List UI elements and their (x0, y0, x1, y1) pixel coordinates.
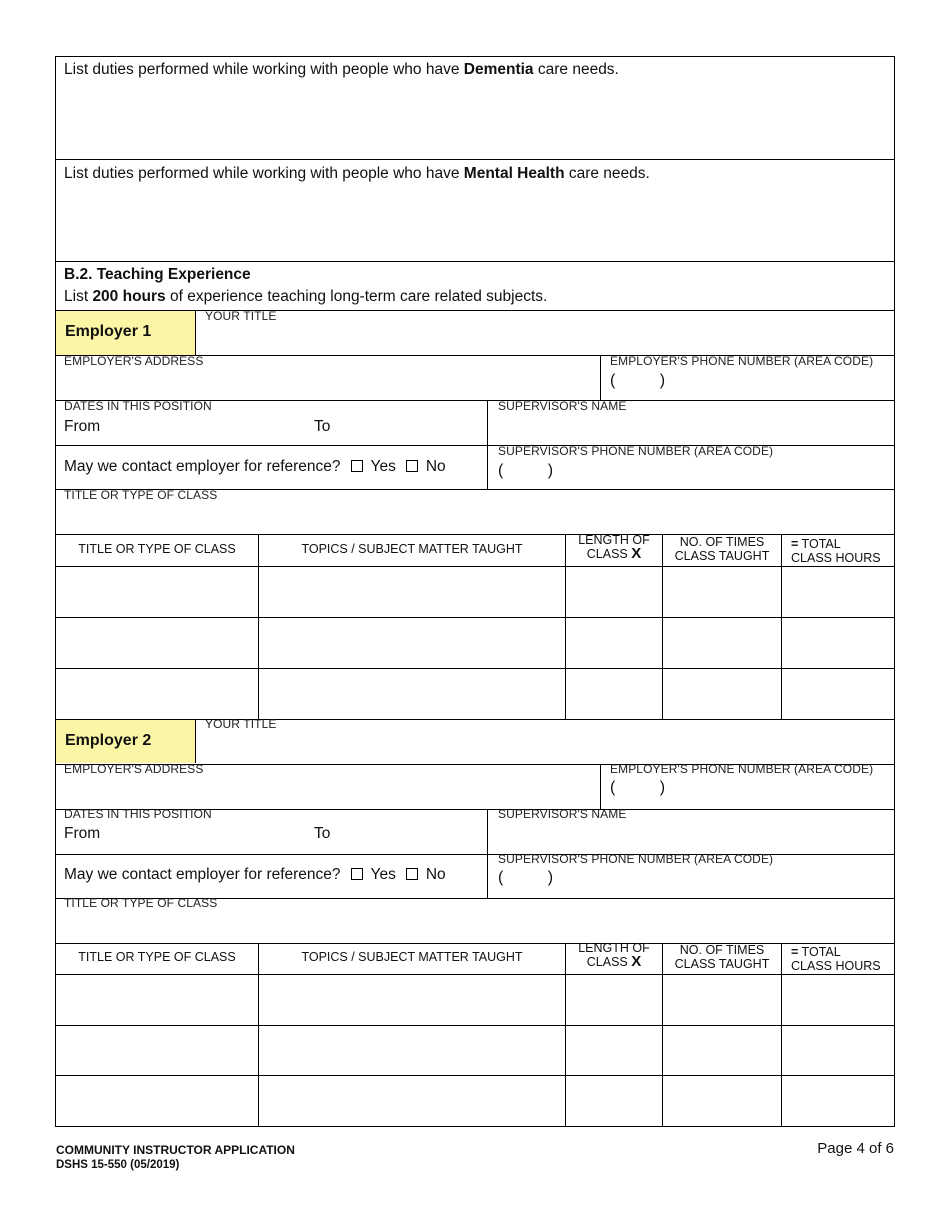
dates-label: DATES IN THIS POSITION (64, 807, 212, 821)
section-heading: B.2. Teaching Experience (64, 266, 251, 283)
multiply-x: X (631, 953, 642, 970)
table-row[interactable] (56, 975, 894, 1025)
title-or-type-field[interactable] (56, 502, 894, 533)
form-title: COMMUNITY INSTRUCTOR APPLICATION (56, 1143, 295, 1157)
employer-address-label: EMPLOYER'S ADDRESS (64, 762, 204, 776)
employer-phone-field[interactable]: ( ) (610, 372, 666, 389)
supervisor-name-field[interactable] (489, 413, 894, 444)
col-length-header: LENGTH OF CLASS X (578, 533, 650, 562)
your-title-label: YOUR TITLE (205, 309, 277, 323)
supervisor-name-label: SUPERVISOR'S NAME (498, 399, 627, 413)
col-title-header: TITLE OR TYPE OF CLASS (78, 950, 236, 964)
col-times-header: NO. OF TIMES CLASS TAUGHT (674, 943, 770, 971)
no-checkbox[interactable] (406, 460, 418, 472)
dementia-prompt: List duties performed while working with people who have Dementia care needs. (64, 61, 619, 78)
employer-address-field[interactable] (56, 368, 599, 399)
supervisor-phone-field[interactable]: ( ) (498, 462, 554, 479)
supervisor-phone-label: SUPERVISOR'S PHONE NUMBER (AREA CODE) (498, 852, 774, 866)
col-total-header: = TOTAL CLASS HOURS (791, 945, 881, 973)
divider (600, 355, 601, 400)
yes-checkbox[interactable] (351, 460, 363, 472)
contact-question: May we contact employer for reference? Yes No (64, 866, 446, 883)
multiply-x: X (631, 545, 642, 562)
table-row[interactable] (56, 1026, 894, 1075)
col-topics-header: TOPICS / SUBJECT MATTER TAUGHT (301, 542, 523, 556)
col-length-header: LENGTH OF CLASS X (578, 941, 650, 970)
col-topics-header: TOPICS / SUBJECT MATTER TAUGHT (301, 950, 523, 964)
employer-address-field[interactable] (56, 777, 599, 808)
dates-label: DATES IN THIS POSITION (64, 399, 212, 413)
your-title-field[interactable] (197, 731, 894, 763)
table-row[interactable] (56, 567, 894, 616)
table-row[interactable] (56, 1076, 894, 1126)
mental-health-prompt: List duties performed while working with people who have Mental Health care needs. (64, 165, 650, 182)
employer-phone-field[interactable]: ( ) (610, 779, 666, 796)
to-label: To (314, 825, 331, 842)
contact-question: May we contact employer for reference? Yes No (64, 458, 446, 475)
to-label: To (314, 418, 331, 435)
section-instructions: List 200 hours of experience teaching long-term care related subjects. (64, 288, 548, 305)
employer-phone-label: EMPLOYER'S PHONE NUMBER (AREA CODE) (610, 762, 874, 776)
employer-label: Employer 1 (56, 311, 196, 355)
dementia-answer-area[interactable] (56, 84, 894, 158)
col-total-header: = TOTAL CLASS HOURS (791, 537, 881, 565)
employer-address-label: EMPLOYER'S ADDRESS (64, 354, 204, 368)
form-number: DSHS 15-550 (05/2019) (56, 1159, 180, 1171)
title-or-type-label: TITLE OR TYPE OF CLASS (64, 488, 218, 502)
title-or-type-label: TITLE OR TYPE OF CLASS (64, 896, 218, 910)
no-checkbox[interactable] (406, 868, 418, 880)
yes-checkbox[interactable] (351, 868, 363, 880)
your-title-label: YOUR TITLE (205, 717, 277, 731)
supervisor-name-field[interactable] (489, 822, 894, 853)
your-title-field[interactable] (197, 322, 894, 354)
title-or-type-field[interactable] (56, 911, 894, 942)
employer-label: Employer 2 (56, 720, 196, 763)
divider (600, 764, 601, 809)
table-row[interactable] (56, 618, 894, 667)
supervisor-phone-label: SUPERVISOR'S PHONE NUMBER (AREA CODE) (498, 444, 774, 458)
from-label: From (64, 418, 101, 435)
from-label: From (64, 825, 101, 842)
mental-health-answer-area[interactable] (56, 188, 894, 260)
col-title-header: TITLE OR TYPE OF CLASS (78, 542, 236, 556)
supervisor-name-label: SUPERVISOR'S NAME (498, 807, 627, 821)
supervisor-phone-field[interactable]: ( ) (498, 869, 554, 886)
col-times-header: NO. OF TIMES CLASS TAUGHT (674, 535, 770, 563)
divider (55, 261, 895, 262)
page-number: Page 4 of 6 (817, 1140, 894, 1157)
table-row[interactable] (56, 669, 894, 718)
divider (55, 159, 895, 160)
employer-phone-label: EMPLOYER'S PHONE NUMBER (AREA CODE) (610, 354, 874, 368)
